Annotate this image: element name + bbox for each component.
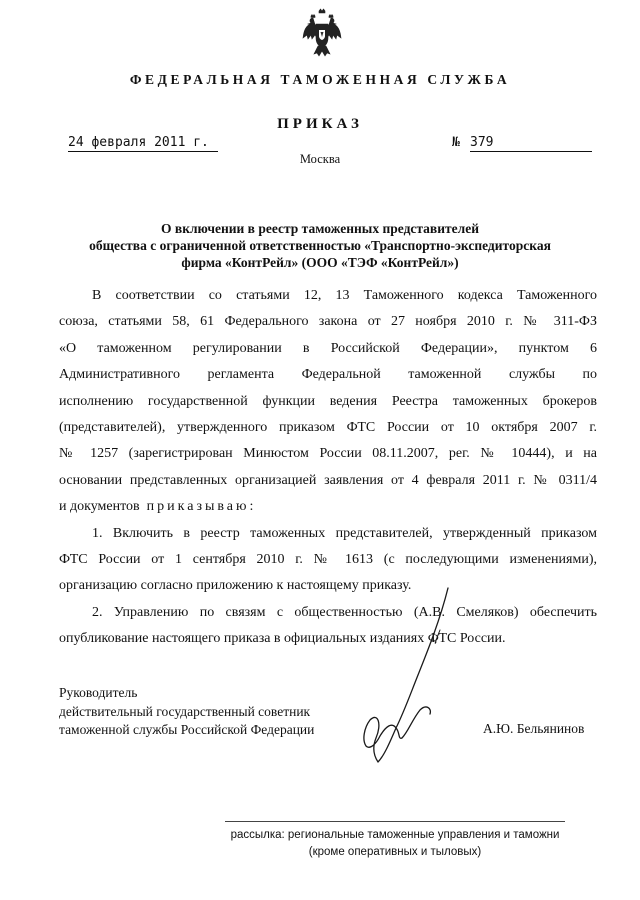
title-line: О включении в реестр таможенных представителей: [161, 221, 479, 236]
document-title: [60, 220, 580, 271]
item-2-line: 2. Управлению по связям с общественностью (А.В. Смеляков) обеспечить: [92, 604, 597, 620]
distribution-line: рассылка: региональные таможенные управления и таможни: [230, 829, 560, 841]
agency-name: ФЕДЕРАЛЬНАЯ ТАМОЖЕННАЯ СЛУЖБА: [129, 72, 511, 87]
order-date: 24 февраля 2011 г.: [68, 135, 218, 152]
distribution-list: [225, 827, 565, 861]
preamble-closing-line: [59, 494, 597, 520]
position-line: Руководитель: [59, 685, 138, 700]
distribution-divider: [225, 821, 565, 822]
order-number: 379: [470, 135, 592, 152]
distribution-line: (кроме оперативных и тыловых): [308, 846, 482, 858]
signatory-position: [59, 684, 314, 740]
item-1-line: 1. Включить в реестр таможенных представителей, утвержденный приказом: [92, 525, 597, 541]
title-line: фирма «КонтРейл» (ООО «ТЭФ «КонтРейл»): [181, 255, 459, 270]
preamble-line: «О таможенном регулировании в Российской Федерации», пунктом 6: [59, 340, 597, 356]
order-number-label: №: [452, 135, 460, 150]
position-line: таможенной службы Российской Федерации: [59, 722, 315, 737]
title-line: общества с ограниченной ответственностью «Транспортно-экспедиторская: [89, 238, 551, 253]
preamble-line: исполнению государственной функции ведения Реестра таможенных брокеров: [59, 393, 597, 409]
preamble-line: союза, статьями 58, 61 Федерального закона от 27 ноября 2010 г. № 311-ФЗ: [59, 314, 597, 330]
handwritten-signature: [340, 580, 500, 770]
preamble-line: основании представленных организацией заявления от 4 февраля 2011 г. № 0311/4: [59, 472, 597, 488]
preamble-line: № 1257 (зарегистрирован Минюстом России 08.11.2007, рег. № 10444), и на: [59, 446, 597, 462]
item-1-line: ФТС России от 1 сентября 2010 г. № 1613 (с последующими изменениями),: [59, 552, 597, 568]
item-1-line: организацию согласно приложению к настоящему приказу.: [59, 578, 412, 594]
issue-city: Москва: [299, 152, 341, 166]
document-type: ПРИКАЗ: [277, 116, 363, 132]
preamble-line: В соответствии со статьями 12, 13 Таможенного кодекса Таможенного: [92, 288, 597, 303]
preamble-end: и документов: [59, 499, 140, 515]
position-line: действительный государственный советник: [59, 703, 311, 719]
russian-double-headed-eagle-icon: [302, 8, 342, 58]
signatory-name: А.Ю. Бельянинов: [483, 721, 585, 736]
preamble-line: (представителей), утвержденного приказом ФТС России от 10 октября 2007 г.: [59, 420, 597, 436]
preamble-line: Административного регламента Федеральной таможенной службы по: [59, 367, 597, 383]
order-word: приказываю:: [146, 499, 257, 515]
document-body: [59, 283, 597, 653]
item-2-line: опубликование настоящего приказа в официальных изданиях ФТС России.: [59, 631, 506, 647]
